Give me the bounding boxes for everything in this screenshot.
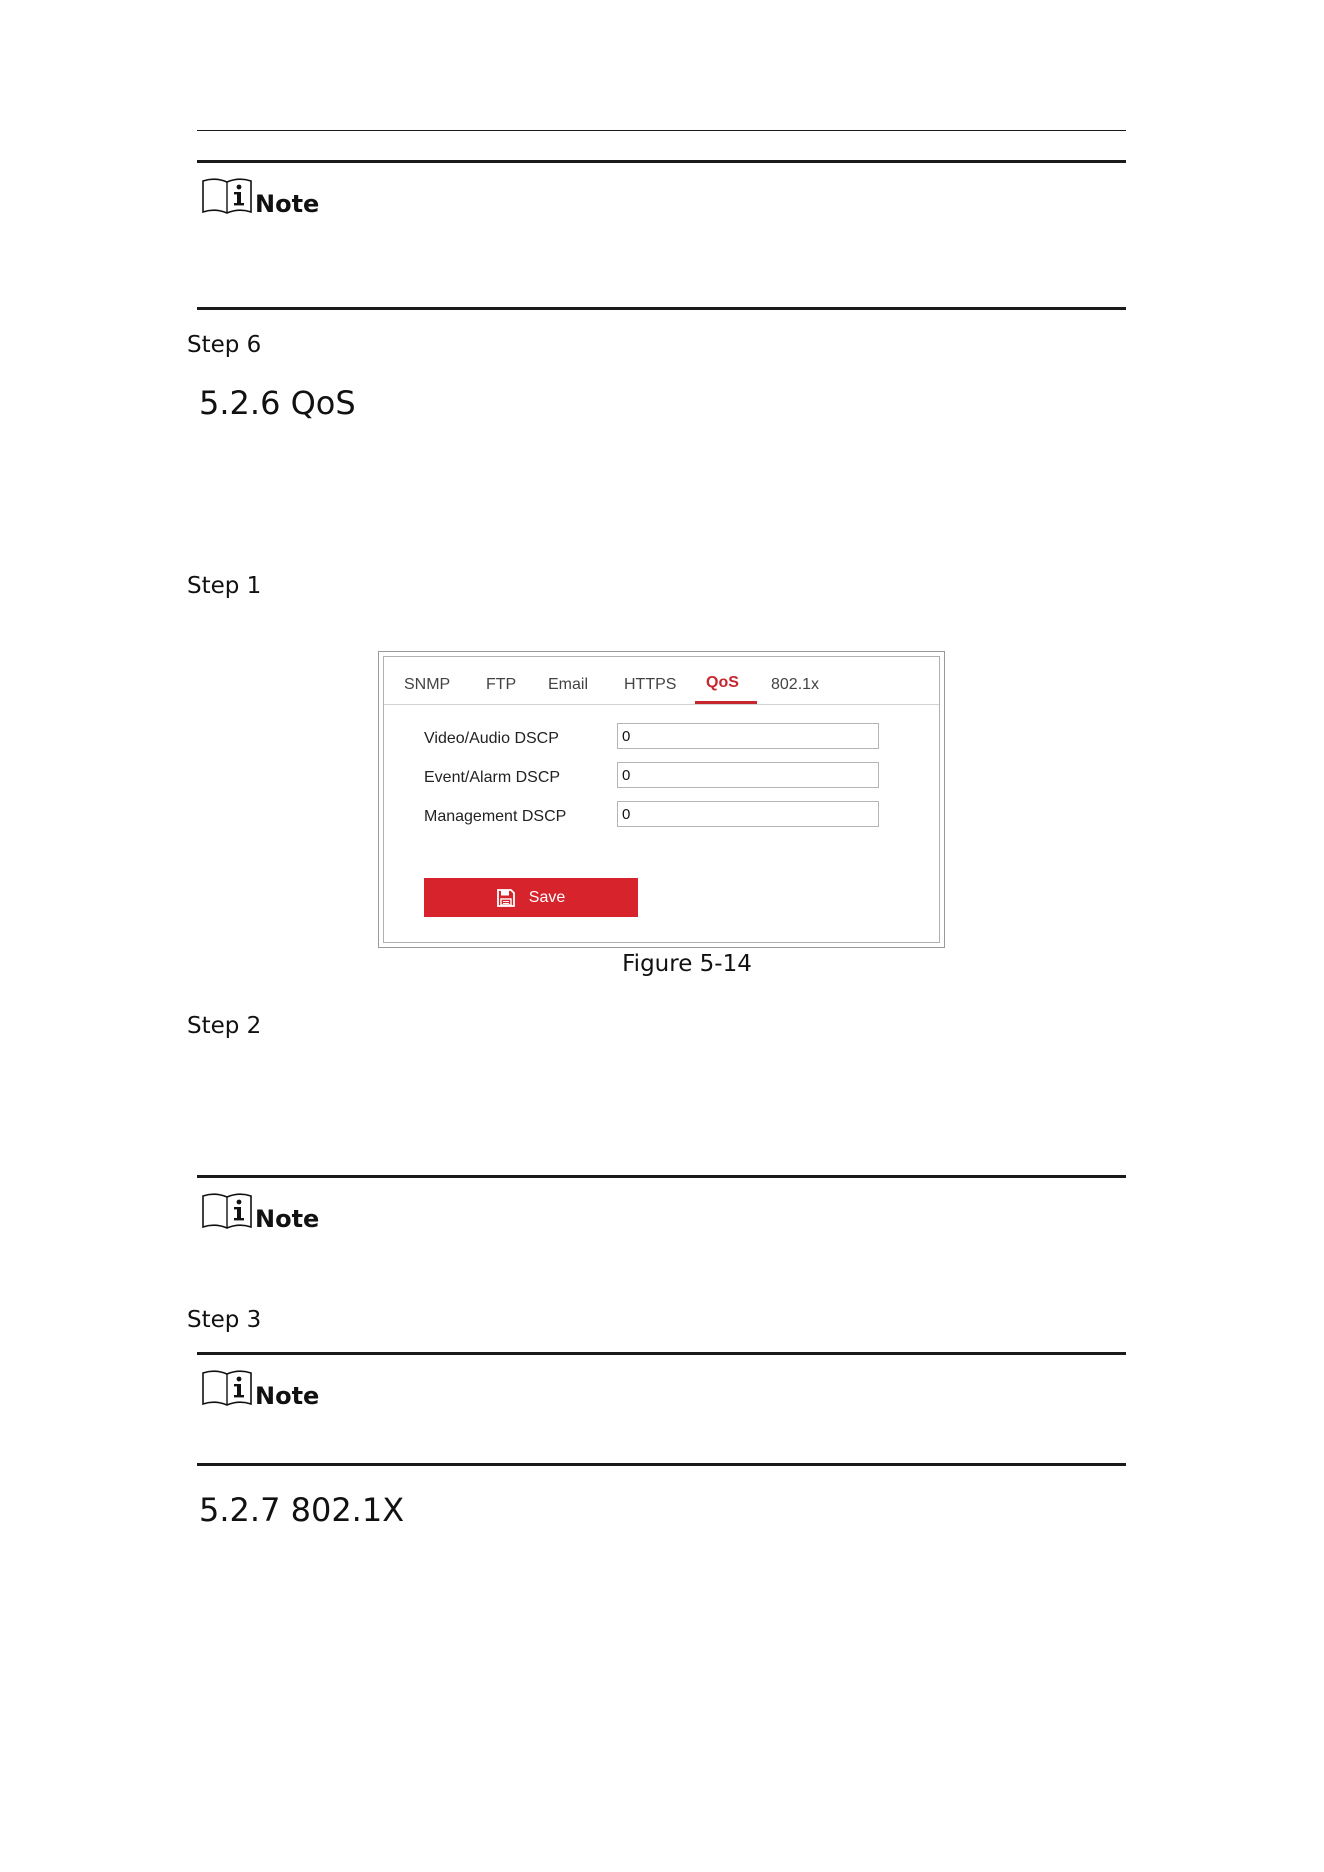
figure-caption: Figure 5-14 — [622, 951, 752, 977]
note-block — [201, 1364, 319, 1408]
book-info-icon — [201, 1191, 253, 1231]
note-top-rule — [197, 1175, 1126, 1178]
step-6: Step 6 — [187, 332, 262, 358]
tab-8021x[interactable]: 802.1x — [771, 676, 820, 693]
save-button[interactable] — [424, 878, 638, 917]
management-dscp-input[interactable] — [617, 801, 879, 827]
tab-qos[interactable]: QoS — [706, 674, 739, 691]
tab-email[interactable]: Email — [548, 676, 589, 693]
section-heading-qos: 5.2.6 QoS — [199, 384, 356, 422]
note-label: Note — [255, 1382, 320, 1410]
book-info-icon — [201, 176, 253, 216]
book-info-icon — [201, 1368, 253, 1408]
tab-https[interactable]: HTTPS — [624, 676, 677, 693]
step-3: Step 3 — [187, 1307, 262, 1333]
settings-panel — [383, 656, 940, 943]
note-top-rule — [197, 160, 1126, 163]
section-heading-8021x: 5.2.7 802.1X — [199, 1491, 405, 1529]
note-block — [201, 172, 319, 216]
tab-snmp[interactable]: SNMP — [404, 676, 451, 693]
note-label: Note — [255, 190, 320, 218]
note-bottom-rule — [197, 1463, 1126, 1466]
video-audio-dscp-input[interactable] — [617, 723, 879, 749]
video-audio-dscp-label: Video/Audio DSCP — [424, 730, 559, 747]
event-alarm-dscp-input[interactable] — [617, 762, 879, 788]
step-1: Step 1 — [187, 573, 262, 599]
note-top-rule — [197, 1352, 1126, 1355]
note-block — [201, 1187, 319, 1231]
management-dscp-label: Management DSCP — [424, 808, 567, 825]
tab-ftp[interactable]: FTP — [486, 676, 517, 693]
note-bottom-rule — [197, 307, 1126, 310]
qos-settings-figure — [378, 651, 945, 948]
save-button-label: Save — [528, 888, 566, 906]
floppy-disk-icon — [497, 889, 515, 907]
header-rule — [197, 130, 1126, 131]
note-label: Note — [255, 1205, 320, 1233]
tab-bar — [384, 657, 939, 705]
step-2: Step 2 — [187, 1013, 262, 1039]
event-alarm-dscp-label: Event/Alarm DSCP — [424, 769, 561, 786]
active-tab-indicator — [695, 701, 757, 704]
